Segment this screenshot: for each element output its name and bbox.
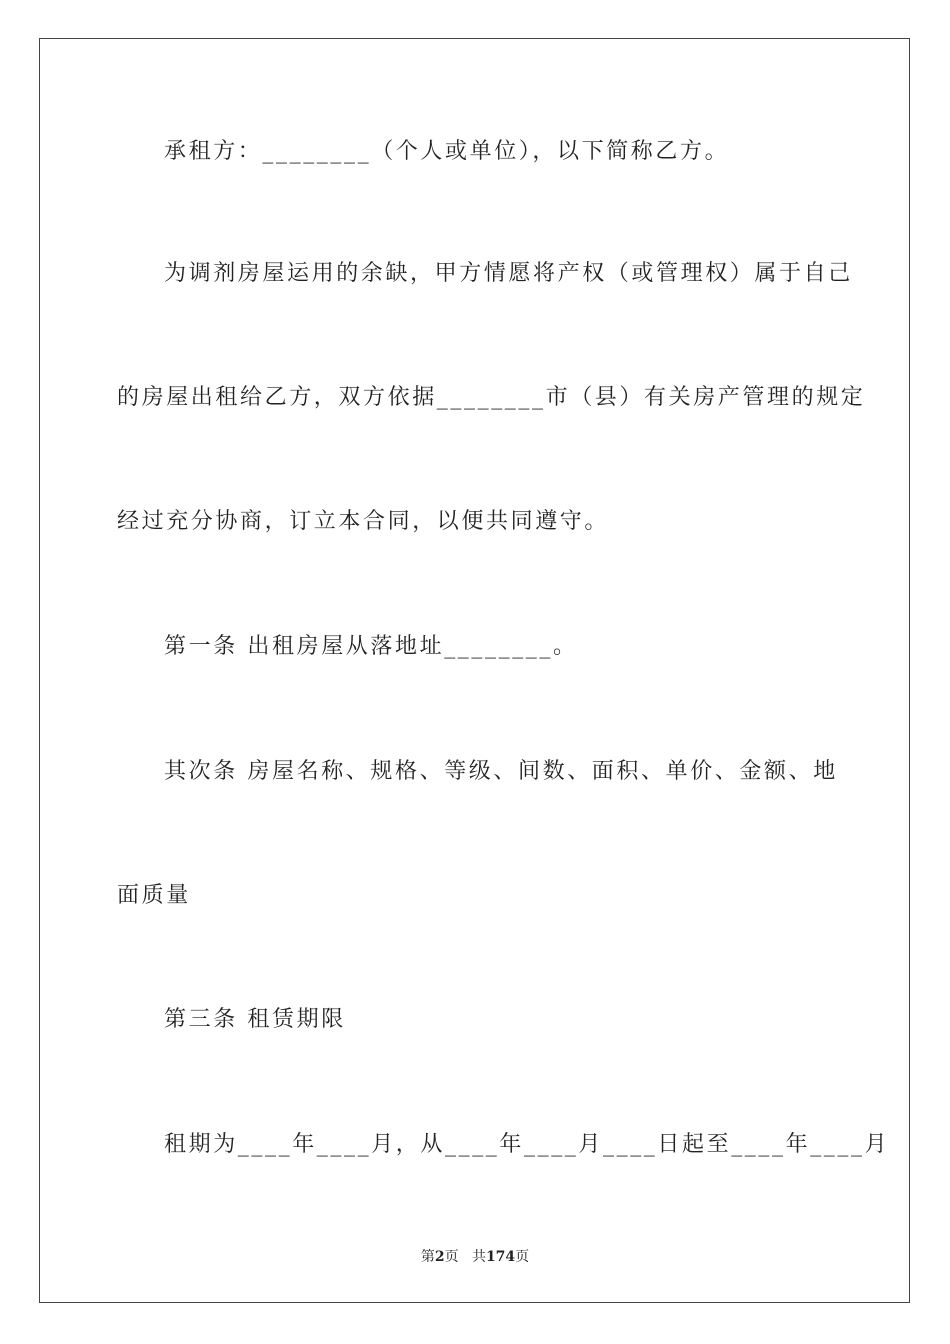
footer-page-prefix: 第	[420, 1249, 435, 1265]
footer-total-pages: 174	[485, 1249, 516, 1265]
footer-page-number: 2	[434, 1249, 445, 1265]
page-frame	[39, 38, 910, 1303]
paragraph-line-purpose: 为调剂房屋运用的余缺，甲方情愿将产权（或管理权）属于自己	[164, 261, 853, 286]
lease-term-line: 租期为____年____月，从____年____月____日起至____年____月	[164, 1132, 890, 1157]
article-3-heading: 第三条 租赁期限	[164, 1007, 346, 1032]
paragraph-line-tenant: 承租方：________（个人或单位），以下简称乙方。	[164, 139, 730, 164]
article-2-line-cont: 面质量	[117, 883, 191, 908]
paragraph-line-purpose-end: 经过充分协商，订立本合同，以便共同遵守。	[117, 509, 610, 534]
article-1-line: 第一条 出租房屋从落地址________。	[164, 634, 578, 659]
page-footer	[0, 1247, 950, 1267]
paragraph-line-purpose-cont: 的房屋出租给乙方，双方依据________市（县）有关房产管理的规定	[117, 385, 866, 410]
footer-total-suffix: 页	[515, 1249, 530, 1265]
footer-page-suffix: 页	[444, 1249, 459, 1265]
footer-total-prefix: 共	[471, 1249, 486, 1265]
article-2-line: 其次条 房屋名称、规格、等级、间数、面积、单价、金额、地	[164, 759, 838, 784]
